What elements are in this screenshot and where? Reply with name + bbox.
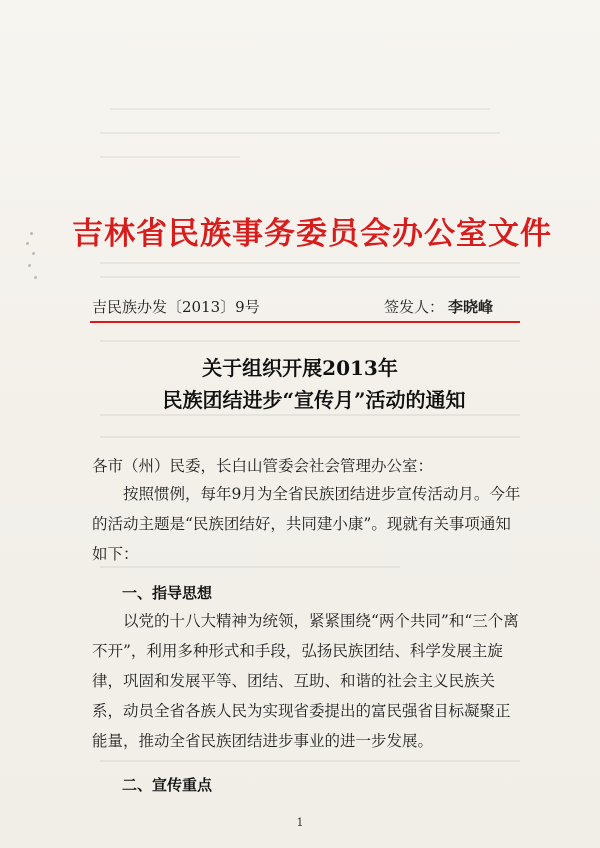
bleed-through-line: [100, 262, 520, 264]
section-heading-publicity-focus: 二、宣传重点: [122, 776, 213, 794]
document-header-title: 吉林省民族事务委员会办公室文件: [72, 216, 552, 252]
bleed-through-line: [100, 156, 240, 158]
issuer-line: [384, 296, 493, 317]
section-heading-guiding-ideology: 一、指导思想: [122, 584, 213, 602]
bleed-through-line: [100, 132, 500, 134]
issuer-label: 签发人：: [384, 298, 445, 316]
bleed-through-line: [100, 436, 520, 438]
bleed-through-line: [100, 760, 520, 762]
notice-title-line-2: 民族团结进步“宣传月”活动的通知: [162, 388, 466, 412]
page-number: 1: [296, 816, 304, 829]
addressee: 各市（州）民委，长白山管委会社会管理办公室：: [92, 457, 434, 475]
paragraph-guiding-ideology: 以党的十八大精神为统领，紧紧围绕“两个共同”和“三个离不开”，利用多种形式和手段，弘扬民族团结、科学发展主旋律，巩固和发展平等、团结、互助、和谐的社会主义民族关系，动员全省各族人民为实现省委提出的富民强省目标凝聚正能量，推动全省民族团结进步事业的进一步发展。: [92, 612, 519, 750]
bleed-through-line: [100, 340, 520, 342]
bleed-through-line: [110, 108, 490, 110]
bleed-through-line: [100, 276, 520, 278]
document-number: 吉民族办发〔2013〕9号: [92, 298, 260, 316]
paragraph-intro: 按照惯例，每年9月为全省民族团结进步宣传活动月。今年的活动主题是“民族团结好，共同建小康”。现就有关事项通知如下：: [92, 485, 521, 563]
bleed-through-line: [100, 414, 520, 416]
issuer-name: 李晓峰: [448, 298, 494, 316]
binding-marks: [24, 232, 44, 282]
header-red-rule: [90, 321, 520, 323]
notice-title-line-1: 关于组织开展2013年: [202, 356, 398, 380]
